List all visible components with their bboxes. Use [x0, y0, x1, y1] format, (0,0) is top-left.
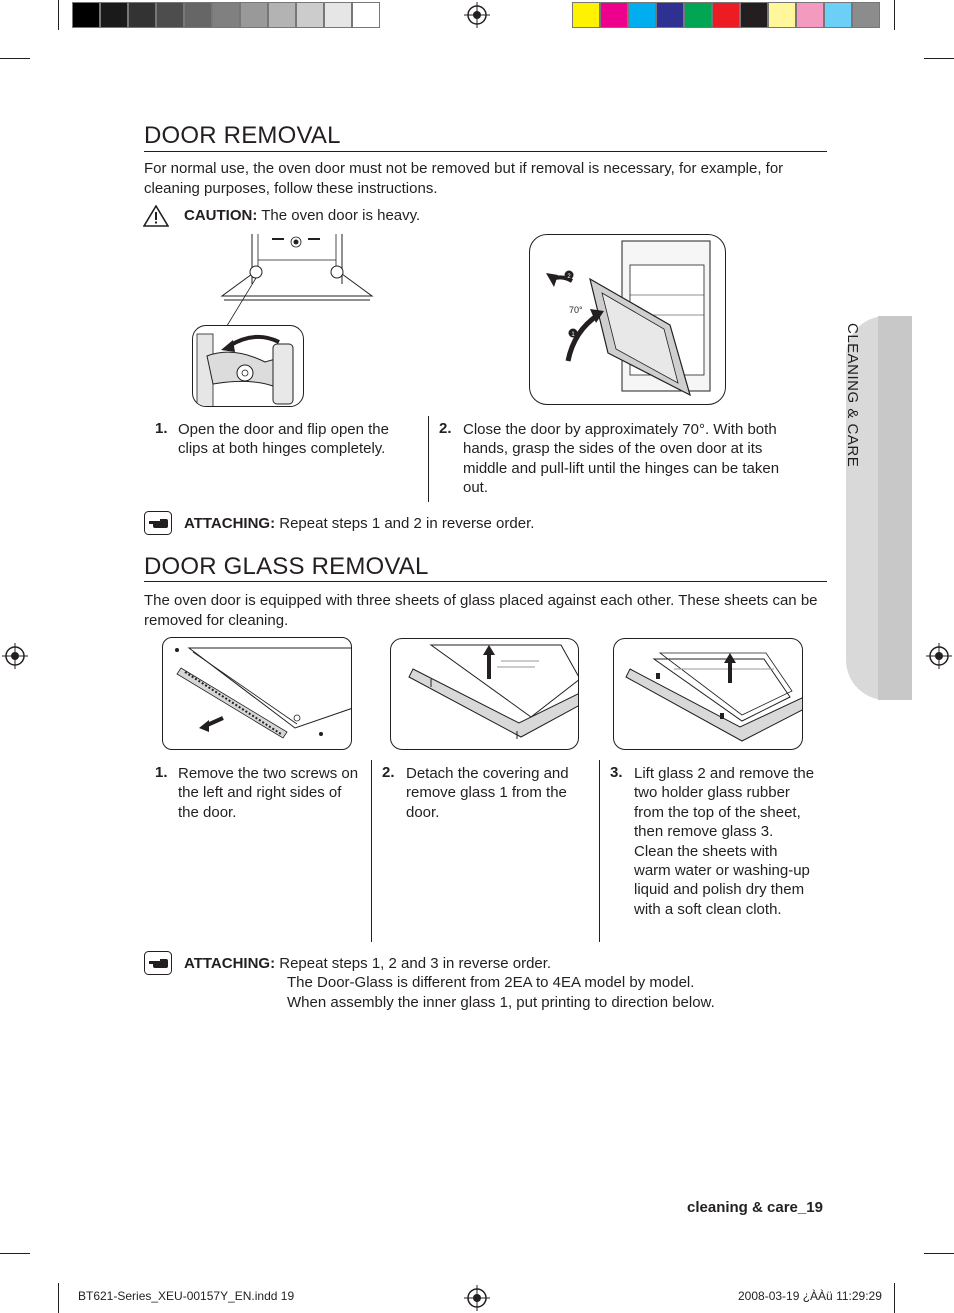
page-footer: cleaning & care_19 [687, 1199, 823, 1216]
door-removal-intro: For normal use, the oven door must not be removed but if removal is necessary, for example, for cleaning purposes, follow these instructions. [144, 160, 784, 197]
step-number: 1. [155, 764, 168, 781]
color-swatch [72, 2, 100, 28]
attaching-line: The Door-Glass is different from 2EA to 4EA model by model. [287, 974, 695, 991]
caution-text: The oven door is heavy. [257, 207, 421, 224]
crop-mark [0, 58, 30, 59]
section-title-door-removal: DOOR REMOVAL [144, 122, 341, 149]
warning-icon [143, 205, 169, 227]
step-number: 2. [439, 420, 452, 437]
color-swatch [740, 2, 768, 28]
note-hand-icon [144, 511, 172, 535]
door-70-degree-illustration [530, 235, 726, 405]
color-swatch [796, 2, 824, 28]
crop-mark [0, 1253, 30, 1254]
color-swatch [352, 2, 380, 28]
step-text: Remove the two screws on the left and right sides of the door. [178, 765, 359, 821]
registration-mark-icon [464, 2, 490, 28]
note-hand-icon [144, 951, 172, 975]
screw-removal-illustration [163, 638, 352, 750]
door-angle-frame [529, 234, 726, 405]
color-swatch [712, 2, 740, 28]
crop-mark [924, 58, 954, 59]
registration-mark-icon [926, 643, 952, 669]
glass-step1-frame [162, 637, 352, 750]
step-text: Detach the covering and remove glass 1 from the door. [406, 765, 569, 821]
crop-mark [894, 0, 895, 30]
step-number: 2. [382, 764, 395, 781]
crop-mark [58, 0, 59, 30]
marker-2: 2 [567, 274, 571, 280]
color-swatch [684, 2, 712, 28]
color-swatch [324, 2, 352, 28]
section-title-door-glass-removal: DOOR GLASS REMOVAL [144, 553, 429, 580]
column-divider [428, 416, 429, 502]
hinge-clip-illustration [193, 326, 304, 407]
crop-mark [924, 1253, 954, 1254]
color-swatch [656, 2, 684, 28]
cover-removal-illustration [391, 639, 579, 750]
lift-glass-illustration [614, 639, 803, 750]
color-swatch [212, 2, 240, 28]
attaching-text: Repeat steps 1, 2 and 3 in reverse order. [275, 955, 552, 972]
caution-label: CAUTION: [184, 207, 258, 224]
column-divider [599, 760, 600, 942]
color-swatch [600, 2, 628, 28]
marker-1: 1 [571, 332, 575, 338]
angle-label: 70° [569, 305, 583, 315]
attaching-line: When assembly the inner glass 1, put printing to direction below. [287, 994, 715, 1011]
title-rule [144, 581, 827, 582]
color-swatch [572, 2, 600, 28]
attaching-text: Repeat steps 1 and 2 in reverse order. [275, 515, 535, 532]
slug-left: BT621-Series_XEU-00157Y_EN.indd 19 [78, 1289, 295, 1303]
attaching-note [184, 514, 534, 534]
glass-step2-frame [390, 638, 579, 750]
attaching-label: ATTACHING: [184, 515, 276, 532]
step-number: 1. [155, 420, 168, 437]
title-rule [144, 151, 827, 152]
color-swatch [852, 2, 880, 28]
step-text: Open the door and flip open the clips at both hinges completely. [178, 421, 389, 458]
door-glass-intro: The oven door is equipped with three sheets of glass placed against each other. These sheets can be removed for cleaning. [144, 592, 818, 629]
color-swatch [100, 2, 128, 28]
color-swatch [824, 2, 852, 28]
color-swatch [156, 2, 184, 28]
slug-right: 2008-03-19 ¿ÀÀü 11:29:29 [738, 1289, 882, 1303]
color-swatch [184, 2, 212, 28]
side-tab-label: CLEANING & CARE [844, 323, 861, 468]
crop-mark [58, 1283, 59, 1313]
registration-mark-icon [464, 1285, 490, 1311]
registration-mark-icon [2, 643, 28, 669]
hinge-detail-frame [192, 325, 304, 407]
crop-mark [894, 1283, 895, 1313]
step-text: Lift glass 2 and remove the two holder glass rubber from the top of the sheet, then remove glass 3. Clean the sheets with warm water or washing-up liquid and polish dry them with a soft clean cloth. [634, 765, 815, 918]
color-swatch [240, 2, 268, 28]
step-text: Close the door by approximately 70°. With both hands, grasp the sides of the oven door at its middle and pull-lift until the hinges can be taken out. [463, 421, 780, 497]
caution-note [184, 206, 420, 226]
color-swatch [296, 2, 324, 28]
color-swatch [128, 2, 156, 28]
attaching-label: ATTACHING: [184, 955, 276, 972]
color-swatch [268, 2, 296, 28]
attaching-note [184, 954, 551, 974]
color-swatch [628, 2, 656, 28]
side-tab-edge [878, 316, 912, 700]
glass-step3-frame [613, 638, 803, 750]
column-divider [371, 760, 372, 942]
color-swatch [768, 2, 796, 28]
step-number: 3. [610, 764, 623, 781]
